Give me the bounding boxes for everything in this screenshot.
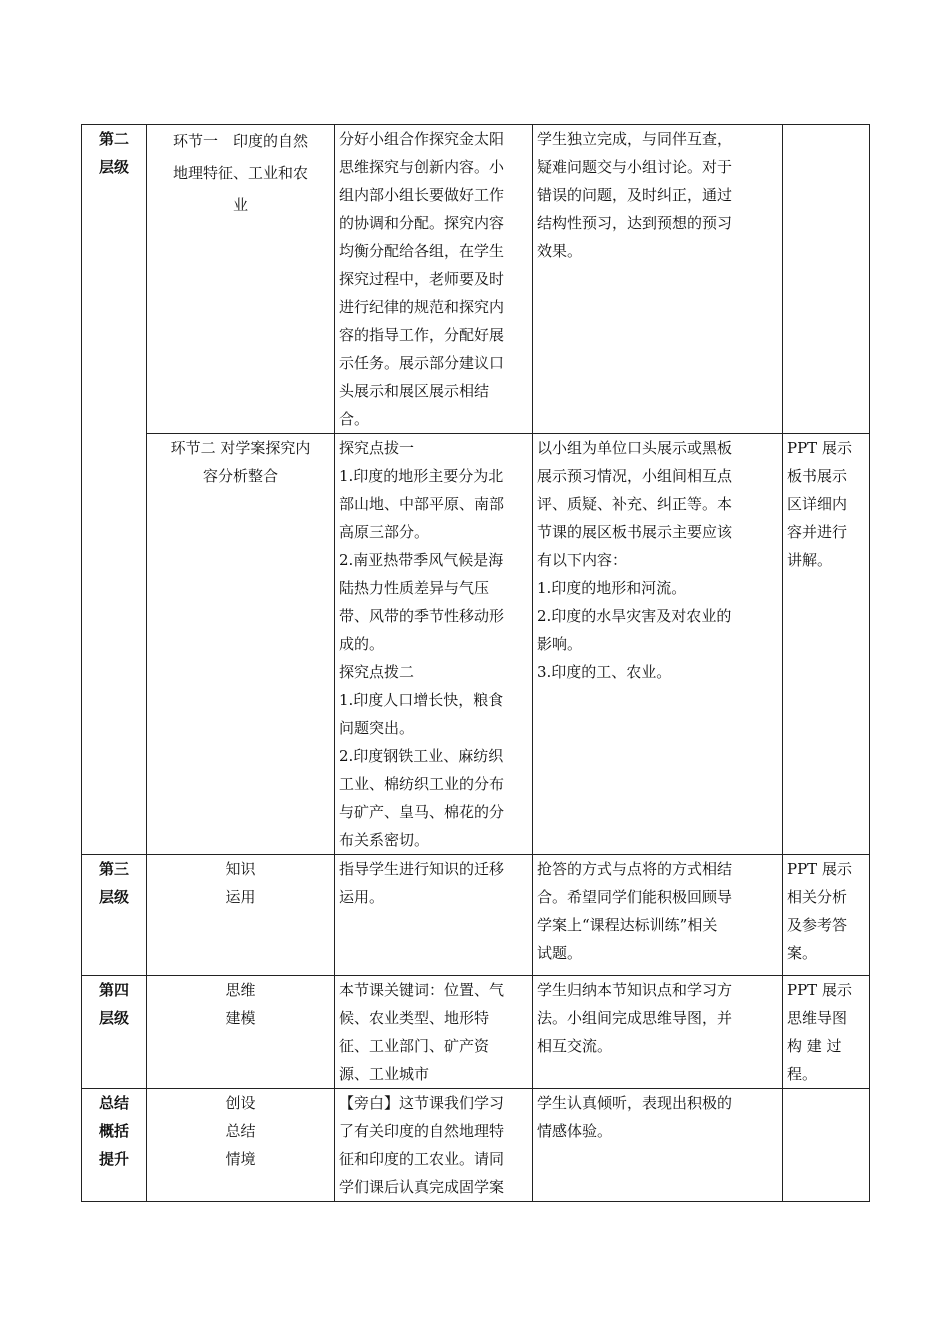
- level-cell: 第四 层级: [82, 976, 147, 1089]
- stage-cell: 创设 总结 情境: [147, 1089, 335, 1202]
- student-activity-cell: 以小组为单位口头展示或黑板 展示预习情况，小组间相互点 评、质疑、补充、纠正等。本 节课的展区板书展示主要应该 有以下内容： 1.印度的地形和河流。 2.印度的水旱灾害及对农业的 影响。 3.印度的工、农业。: [533, 434, 783, 855]
- media-cell: [783, 125, 870, 434]
- student-activity-cell: 学生认真倾听，表现出积极的 情感体验。: [533, 1089, 783, 1202]
- media-cell: PPT 展示 板书展示 区详细内 容并进行 讲解。: [783, 434, 870, 855]
- student-activity-cell: 学生归纳本节知识点和学习方 法。小组间完成思维导图，并 相互交流。: [533, 976, 783, 1089]
- table-row: [82, 434, 870, 855]
- lesson-plan-table: [81, 124, 870, 1202]
- stage-cell: 环节一 印度的自然 地理特征、工业和农 业: [147, 125, 335, 434]
- table-row: [82, 1089, 870, 1202]
- student-activity-cell: 抢答的方式与点将的方式相结 合。希望同学们能积极回顾导 学案上“课程达标训练”相关 试题。: [533, 855, 783, 976]
- teacher-activity-cell: 探究点拔一 1.印度的地形主要分为北 部山地、中部平原、南部 高原三部分。 2.南亚热带季风气候是海 陆热力性质差异与气压 带、风带的季节性移动形 成的。 探究点拨二 1.印度人口增长快，粮食 问题突出。 2.印度钢铁工业、麻纺织 工业、棉纺织工业的分布 与矿产、皇马、棉花的分 布关系密切。: [335, 434, 533, 855]
- media-cell: [783, 1089, 870, 1202]
- level-cell: 总结 概括 提升: [82, 1089, 147, 1202]
- teacher-activity-cell: 本节课关键词：位置、气 候、农业类型、地形特 征、工业部门、矿产资 源、工业城市: [335, 976, 533, 1089]
- stage-cell: 思维 建模: [147, 976, 335, 1089]
- teacher-activity-cell: 分好小组合作探究金太阳 思维探究与创新内容。小 组内部小组长要做好工作 的协调和分配。探究内容 均衡分配给各组，在学生 探究过程中，老师要及时 进行纪律的规范和探究内 容的指导工作，分配好展 示任务。展示部分建议口 头展示和展区展示相结 合。: [335, 125, 533, 434]
- media-cell: PPT 展示 相关分析 及参考答 案。: [783, 855, 870, 976]
- level-cell: 第二 层级: [82, 125, 147, 855]
- teacher-activity-cell: 指导学生进行知识的迁移 运用。: [335, 855, 533, 976]
- stage-cell: 环节二 对学案探究内 容分析整合: [147, 434, 335, 855]
- level-cell: 第三 层级: [82, 855, 147, 976]
- stage-cell: 知识 运用: [147, 855, 335, 976]
- table-row: [82, 976, 870, 1089]
- media-cell: PPT 展示 思维导图 构 建 过 程。: [783, 976, 870, 1089]
- table-row: [82, 855, 870, 976]
- table-row: [82, 125, 870, 434]
- teacher-activity-cell: 【旁白】这节课我们学习 了有关印度的自然地理特 征和印度的工农业。请同 学们课后认真完成固学案: [335, 1089, 533, 1202]
- student-activity-cell: 学生独立完成，与同伴互查， 疑难问题交与小组讨论。对于 错误的问题，及时纠正，通过 结构性预习，达到预想的预习 效果。: [533, 125, 783, 434]
